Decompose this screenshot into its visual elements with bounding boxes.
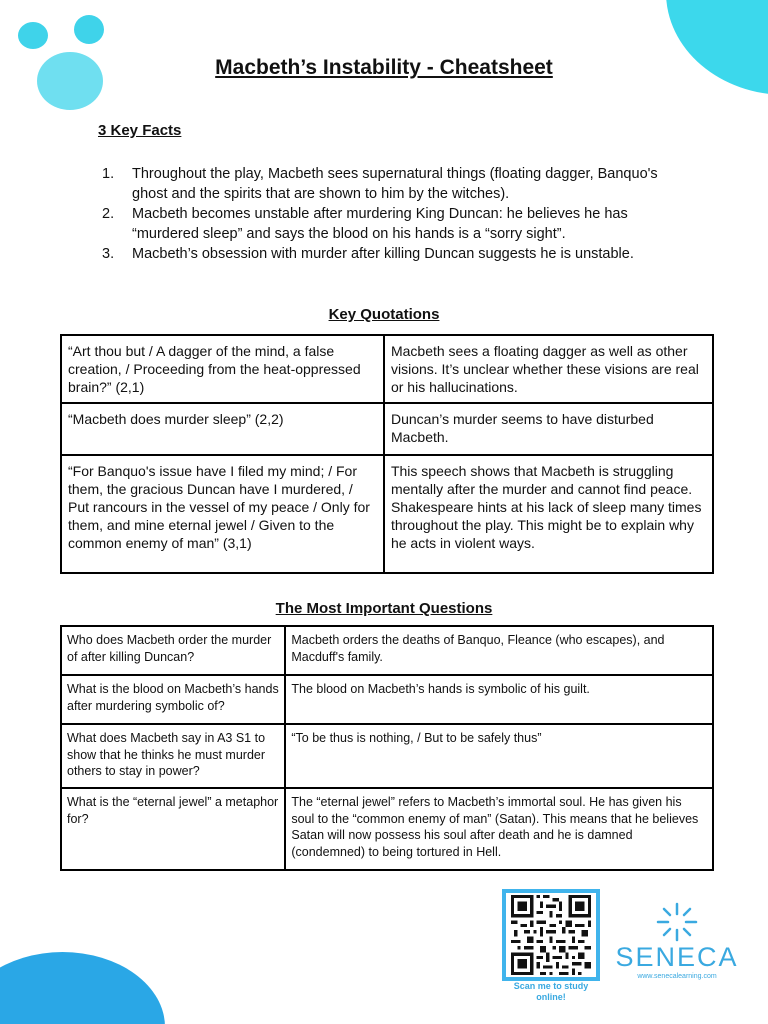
analysis-cell: Macbeth sees a floating dagger as well as other visions. It’s unclear whether these visions are real or his hallucinations. <box>384 335 713 403</box>
question-cell: What does Macbeth say in A3 S1 to show that he thinks he must murder others to stay in power? <box>61 724 285 788</box>
table-row <box>61 403 713 455</box>
list-item-text: Throughout the play, Macbeth sees supernatural things (floating dagger, Banquo's ghost and the spirits that are shown to him by the witches). <box>132 166 658 202</box>
decor-circle-small-left <box>18 22 48 49</box>
question-cell: What is the blood on Macbeth’s hands after murdering symbolic of? <box>61 675 285 724</box>
table-row <box>61 455 713 573</box>
list-item <box>102 244 682 264</box>
decor-circle-small-right <box>74 15 104 44</box>
questions-heading: The Most Important Questions <box>275 600 493 617</box>
list-item-number: 2. <box>102 206 115 222</box>
question-cell: Who does Macbeth order the murder of after killing Duncan? <box>61 626 285 675</box>
analysis-cell: This speech shows that Macbeth is struggling mentally after the murder and cannot find peace. Shakespeare hints at his lack of sleep many times throughout the play. This might be to explain why he acts in violent ways. <box>384 455 713 573</box>
list-item-text: Macbeth becomes unstable after murdering King Duncan: he believes he has “murdered sleep” and says the blood on his hands is a “sorry sight”. <box>132 206 628 242</box>
seneca-logo-icon <box>652 902 702 942</box>
qr-code[interactable] <box>502 889 600 981</box>
qr-caption: Scan me to study online! <box>513 981 589 1002</box>
quote-cell: “Macbeth does murder sleep” (2,2) <box>61 403 384 455</box>
qr-code-icon <box>511 895 591 975</box>
answer-cell: Macbeth orders the deaths of Banquo, Fleance (who escapes), and Macduff's family. <box>285 626 713 675</box>
quote-cell: “For Banquo's issue have I filed my mind; / For them, the gracious Duncan have I murdered, / Put rancours in the vessel of my peace / Only for them, and mine eternal jewel / Given to the common enemy of man” (3,1) <box>61 455 384 573</box>
key-quotations-heading: Key Quotations <box>328 306 440 323</box>
answer-cell: “To be thus is nothing, / But to be safely thus” <box>285 724 713 788</box>
analysis-cell: Duncan’s murder seems to have disturbed Macbeth. <box>384 403 713 455</box>
answer-cell: The blood on Macbeth’s hands is symbolic of his guilt. <box>285 675 713 724</box>
decor-circle-bottom-left <box>0 952 165 1024</box>
list-item-number: 3. <box>102 246 115 262</box>
list-item <box>102 164 682 204</box>
questions-table <box>60 625 714 871</box>
list-item-text: Macbeth’s obsession with murder after killing Duncan suggests he is unstable. <box>132 246 634 262</box>
quote-cell: “Art thou but / A dagger of the mind, a false creation, / Proceeding from the heat-oppressed brain?” (2,1) <box>61 335 384 403</box>
question-cell: What is the “eternal jewel” a metaphor for? <box>61 788 285 870</box>
table-row <box>61 788 713 870</box>
answer-cell: The “eternal jewel” refers to Macbeth’s immortal soul. He has given his soul to the “common enemy of man” (Satan). This means that he believes Satan will now possess his soul after death and he is damned (condemned) to being tortured in Hell. <box>285 788 713 870</box>
seneca-url[interactable]: www.senecalearning.com <box>637 973 717 980</box>
key-facts-list <box>102 164 682 264</box>
table-row <box>61 626 713 675</box>
list-item <box>102 204 682 244</box>
decor-circle-top-right <box>666 0 768 95</box>
seneca-brand-name: SENECA <box>615 942 739 972</box>
key-facts-heading: 3 Key Facts <box>98 122 182 139</box>
table-row <box>61 724 713 788</box>
page-title: Macbeth’s Instability - Cheatsheet <box>215 56 553 79</box>
list-item-number: 1. <box>102 166 115 182</box>
table-row <box>61 675 713 724</box>
key-quotations-table <box>60 334 714 574</box>
table-row <box>61 335 713 403</box>
